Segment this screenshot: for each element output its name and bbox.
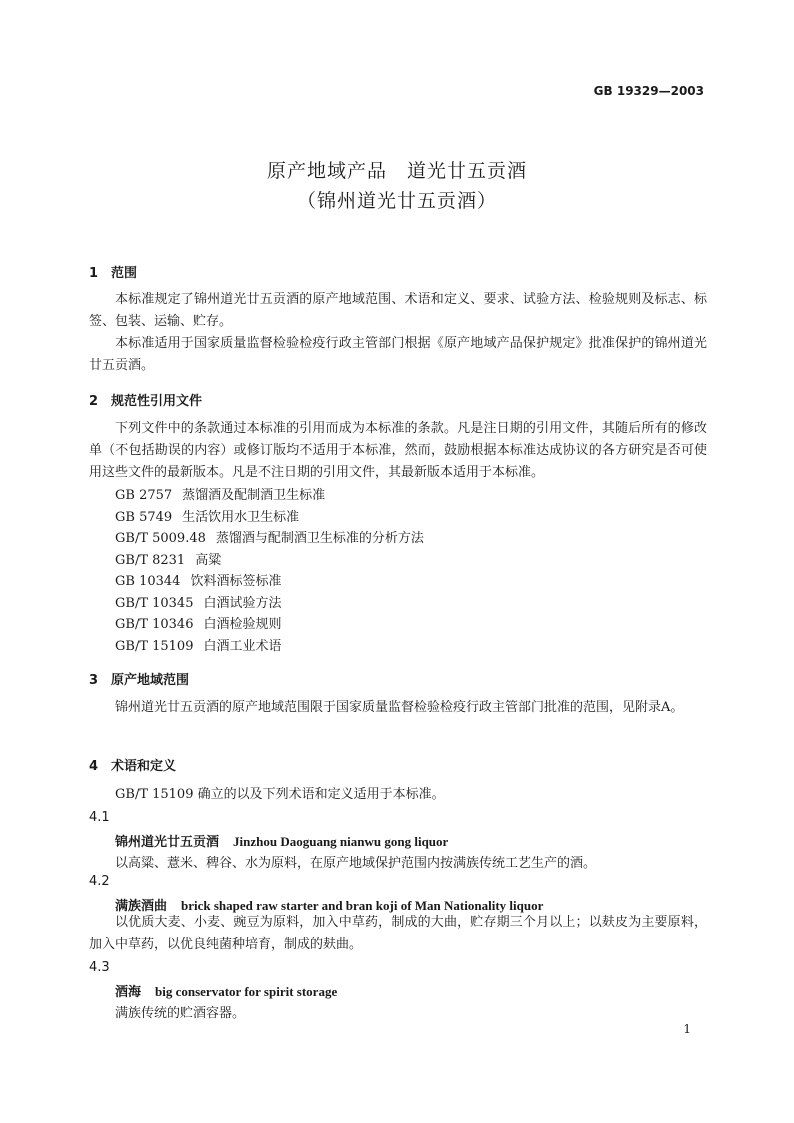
reference-item <box>115 485 325 507</box>
term-zh: 满族酒曲 <box>115 899 168 914</box>
subsection-number: 4.3 <box>89 960 110 975</box>
section-number: 3 <box>89 673 99 688</box>
reference-title: 白酒工业术语 <box>203 638 282 654</box>
reference-code: GB/T 15109 <box>115 638 194 654</box>
reference-item <box>115 593 282 615</box>
term-entry <box>115 981 337 1000</box>
section-1-paragraph-1: 本标准规定了锦州道光廿五贡酒的原产地域范围、术语和定义、要求、试验方法、检验规则及标志、标签、包装、运输、贮存。 <box>89 292 707 329</box>
reference-code: GB/T 5009.48 <box>115 531 206 546</box>
reference-code: GB/T 8231 <box>115 552 186 568</box>
reference-title: 高粱 <box>195 552 222 568</box>
reference-item <box>115 528 424 550</box>
term-definition: 以优质大麦、小麦、豌豆为原料，加入中草药，制成的大曲，贮存期三个月以上；以麸皮为主要原料，加入中草药，以优良纯菌种培育，制成的麸曲。 <box>89 915 707 952</box>
term-definition: 满族传统的贮酒容器。 <box>115 1006 246 1021</box>
reference-code: GB/T 10345 <box>115 595 194 611</box>
term-en: big conservator for spirit storage <box>155 984 338 999</box>
reference-code: GB 10344 <box>115 574 181 589</box>
reference-title: 蒸馏酒及配制酒卫生标准 <box>182 488 326 503</box>
reference-title: 蒸馏酒与配制酒卫生标准的分析方法 <box>215 531 424 546</box>
reference-title: 白酒检验规则 <box>203 617 282 632</box>
reference-code: GB 5749 <box>115 509 173 525</box>
subsection-number: 4.1 <box>89 810 110 825</box>
standard-code: GB 19329—2003 <box>593 84 704 98</box>
reference-item <box>115 636 282 658</box>
reference-title: 白酒试验方法 <box>203 595 282 611</box>
term-en: brick shaped raw starter and bran koji of Man Nationality liquor <box>181 898 544 913</box>
page-number: 1 <box>683 1022 691 1036</box>
section-1-paragraph-2: 本标准适用于国家质量监督检验检疫行政主管部门根据《原产地域产品保护规定》批准保护的锦州道光廿五贡酒。 <box>89 336 707 373</box>
document-title: 原产地域产品 道光廿五贡酒 <box>266 160 527 182</box>
section-number: 2 <box>89 394 99 409</box>
term-zh: 锦州道光廿五贡酒 <box>115 835 220 850</box>
term-zh: 酒海 <box>115 985 142 1000</box>
section-title: 规范性引用文件 <box>111 394 203 409</box>
term-definition: 以高粱、薏米、稗谷、水为原料，在原产地域保护范围内按满族传统工艺生产的酒。 <box>115 856 597 871</box>
reference-item <box>115 571 281 593</box>
reference-code: GB/T 10346 <box>115 617 194 632</box>
section-4-heading <box>89 755 176 774</box>
section-number: 4 <box>89 759 99 774</box>
section-3-paragraph-1: 锦州道光廿五贡酒的原产地域范围限于国家质量监督检验检疫行政主管部门批准的范围，见附录A。 <box>115 700 684 715</box>
subsection-number: 4.2 <box>89 874 110 889</box>
reference-item <box>115 507 299 529</box>
section-title: 范围 <box>111 266 138 281</box>
section-number: 1 <box>89 266 99 281</box>
reference-item <box>115 550 221 572</box>
section-2-paragraph-1: 下列文件中的条款通过本标准的引用而成为本标准的条款。凡是注日期的引用文件，其随后所有的修改单（不包括勘误的内容）或修订版均不适用于本标准，然而，鼓励根据本标准达成协议的各方研究是否可使用这些文件的最新版本。凡是不注日期的引用文件，其最新版本适用于本标准。 <box>89 421 707 480</box>
section-title: 原产地域范围 <box>111 673 190 688</box>
reference-title: 生活饮用水卫生标准 <box>182 509 300 525</box>
section-1-heading <box>89 262 137 281</box>
reference-title: 饮料酒标签标准 <box>190 574 282 589</box>
section-4-paragraph-1: GB/T 15109 确立的以及下列术语和定义适用于本标准。 <box>115 787 445 802</box>
reference-code: GB 2757 <box>115 488 173 503</box>
section-3-heading <box>89 669 189 688</box>
term-entry <box>115 831 448 850</box>
section-title: 术语和定义 <box>111 759 177 774</box>
reference-item <box>115 614 282 636</box>
term-en: Jinzhou Daoguang nianwu gong liquor <box>233 834 449 849</box>
document-subtitle: （锦州道光廿五贡酒） <box>296 190 497 212</box>
section-2-heading <box>89 390 202 409</box>
